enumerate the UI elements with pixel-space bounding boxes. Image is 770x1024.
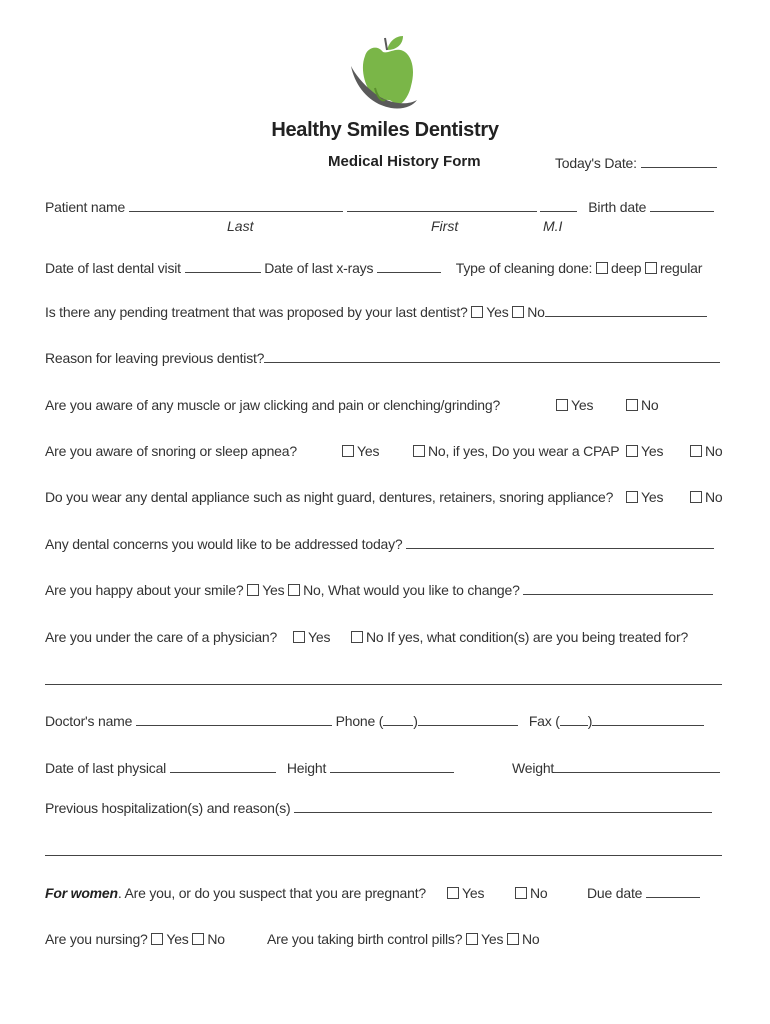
todays-date-label: Today's Date: bbox=[555, 155, 637, 171]
concerns-row bbox=[45, 535, 714, 553]
last-physical-label: Date of last physical bbox=[45, 760, 167, 776]
hospitalization-line-2[interactable] bbox=[45, 855, 722, 856]
pending-row bbox=[45, 303, 707, 321]
pregnant-question: . Are you, or do you suspect that you are pregnant? bbox=[117, 885, 426, 901]
nursing-question: Are you nursing? bbox=[45, 931, 148, 947]
pending-yes-label: Yes bbox=[486, 304, 509, 320]
hospitalization-row bbox=[45, 799, 712, 817]
snoring-no-checkbox[interactable] bbox=[413, 445, 425, 457]
apple-tooth-logo bbox=[347, 30, 423, 112]
last-visit-input[interactable] bbox=[185, 259, 261, 273]
reason-input[interactable] bbox=[264, 349, 720, 363]
pregnant-no-label: No bbox=[530, 885, 548, 901]
patient-name-label: Patient name bbox=[45, 199, 126, 215]
nursing-row bbox=[45, 930, 225, 948]
cpap-yes-checkbox[interactable] bbox=[626, 445, 638, 457]
fax-label: Fax ( bbox=[528, 713, 560, 729]
fax-input[interactable] bbox=[592, 712, 704, 726]
due-date-label: Due date bbox=[587, 885, 643, 901]
snoring-yes-checkbox[interactable] bbox=[342, 445, 354, 457]
physician-condition-line[interactable] bbox=[45, 684, 722, 685]
cpap-no-checkbox[interactable] bbox=[690, 445, 702, 457]
phone-area-input[interactable] bbox=[383, 712, 413, 726]
height-label: Height bbox=[286, 760, 327, 776]
last-caption: Last bbox=[227, 218, 254, 234]
smile-row bbox=[45, 581, 713, 599]
reason-label: Reason for leaving previous dentist? bbox=[45, 350, 265, 366]
pregnant-yes-checkbox[interactable] bbox=[447, 887, 459, 899]
appliance-yes-checkbox[interactable] bbox=[626, 491, 638, 503]
weight-field bbox=[512, 759, 720, 777]
snoring-no-cpap-label: No, if yes, Do you wear a CPAP bbox=[428, 443, 620, 459]
nursing-yes-checkbox[interactable] bbox=[151, 933, 163, 945]
concerns-label: Any dental concerns you would like to be addressed today? bbox=[45, 536, 403, 552]
physician-yes-checkbox[interactable] bbox=[293, 631, 305, 643]
physician-condition-label: No If yes, what condition(s) are you being treated for? bbox=[366, 629, 689, 645]
women-row bbox=[45, 884, 426, 902]
deep-checkbox[interactable] bbox=[596, 262, 608, 274]
doctor-name-input[interactable] bbox=[136, 712, 332, 726]
regular-label: regular bbox=[660, 260, 703, 276]
patient-name-row bbox=[45, 198, 714, 216]
appliance-yes-label: Yes bbox=[641, 489, 664, 505]
birth-control-no-label: No bbox=[521, 931, 540, 947]
birth-date-label: Birth date bbox=[588, 199, 647, 215]
smile-no-checkbox[interactable] bbox=[288, 584, 300, 596]
reason-row bbox=[45, 349, 720, 367]
nursing-no-label: No bbox=[207, 931, 225, 947]
for-women-label: For women bbox=[45, 885, 118, 901]
pending-no-label: No bbox=[527, 304, 545, 320]
snoring-yes-label: Yes bbox=[357, 443, 380, 459]
last-xrays-label: Date of last x-rays bbox=[264, 260, 374, 276]
nursing-no-checkbox[interactable] bbox=[192, 933, 204, 945]
regular-checkbox[interactable] bbox=[645, 262, 657, 274]
due-date-input[interactable] bbox=[646, 884, 700, 898]
pending-details-input[interactable] bbox=[545, 303, 707, 317]
hospitalization-input[interactable] bbox=[294, 799, 712, 813]
first-caption: First bbox=[431, 218, 459, 234]
phone-input[interactable] bbox=[418, 712, 518, 726]
visits-row bbox=[45, 259, 702, 277]
birth-date-input[interactable] bbox=[650, 198, 714, 212]
jaw-no-label: No bbox=[641, 397, 659, 413]
height-input[interactable] bbox=[330, 759, 454, 773]
smile-yes-checkbox[interactable] bbox=[247, 584, 259, 596]
fax-close-paren: ) bbox=[587, 713, 593, 729]
deep-label: deep bbox=[610, 260, 642, 276]
doctor-name-label: Doctor's name bbox=[45, 713, 133, 729]
jaw-question: Are you aware of any muscle or jaw clicking and pain or clenching/grinding? bbox=[45, 397, 501, 413]
middle-initial-input[interactable] bbox=[540, 198, 577, 212]
weight-input[interactable] bbox=[554, 759, 720, 773]
appliance-no-label: No bbox=[705, 489, 723, 505]
smile-yes-label: Yes bbox=[262, 582, 285, 598]
birth-control-row bbox=[267, 930, 539, 948]
todays-date-field[interactable] bbox=[555, 154, 717, 172]
pregnant-yes-label: Yes bbox=[462, 885, 485, 901]
birth-control-yes-label: Yes bbox=[481, 931, 504, 947]
jaw-no-checkbox[interactable] bbox=[626, 399, 638, 411]
first-name-input[interactable] bbox=[347, 198, 537, 212]
physician-no-checkbox[interactable] bbox=[351, 631, 363, 643]
doctor-row bbox=[45, 712, 704, 730]
physical-row bbox=[45, 759, 454, 777]
snoring-question: Are you aware of snoring or sleep apnea? bbox=[45, 443, 297, 459]
concerns-input[interactable] bbox=[406, 535, 714, 549]
phone-close-paren: ) bbox=[413, 713, 418, 729]
mi-caption: M.I bbox=[543, 218, 563, 234]
phone-label: Phone ( bbox=[335, 713, 384, 729]
appliance-no-checkbox[interactable] bbox=[690, 491, 702, 503]
pending-question: Is there any pending treatment that was proposed by your last dentist? bbox=[45, 304, 468, 320]
jaw-yes-checkbox[interactable] bbox=[556, 399, 568, 411]
birth-control-no-checkbox[interactable] bbox=[507, 933, 519, 945]
smile-change-input[interactable] bbox=[523, 581, 713, 595]
smile-change-label: No, What would you like to change? bbox=[303, 582, 520, 598]
hospitalization-label: Previous hospitalization(s) and reason(s) bbox=[45, 800, 291, 816]
last-visit-label: Date of last dental visit bbox=[45, 260, 181, 276]
form-title: Medical History Form bbox=[328, 153, 481, 170]
nursing-yes-label: Yes bbox=[166, 931, 189, 947]
cpap-yes-label: Yes bbox=[641, 443, 664, 459]
pending-no-checkbox[interactable] bbox=[512, 306, 524, 318]
todays-date-input[interactable] bbox=[641, 154, 717, 168]
physician-yes-label: Yes bbox=[308, 629, 331, 645]
fax-area-input[interactable] bbox=[560, 712, 588, 726]
last-physical-input[interactable] bbox=[170, 759, 276, 773]
last-name-input[interactable] bbox=[129, 198, 343, 212]
birth-control-question: Are you taking birth control pills? bbox=[267, 931, 463, 947]
birth-control-yes-checkbox[interactable] bbox=[466, 933, 478, 945]
weight-label: Weight bbox=[512, 760, 555, 776]
pending-yes-checkbox[interactable] bbox=[471, 306, 483, 318]
last-xrays-input[interactable] bbox=[377, 259, 441, 273]
appliance-question: Do you wear any dental appliance such as night guard, dentures, retainers, snoring appliance? bbox=[45, 489, 614, 505]
clinic-title: Healthy Smiles Dentistry bbox=[271, 119, 499, 141]
cpap-no-label: No bbox=[705, 443, 723, 459]
cleaning-label: Type of cleaning done: bbox=[455, 260, 593, 276]
smile-question: Are you happy about your smile? bbox=[45, 582, 244, 598]
pregnant-no-checkbox[interactable] bbox=[515, 887, 527, 899]
physician-question: Are you under the care of a physician? bbox=[45, 629, 278, 645]
jaw-yes-label: Yes bbox=[571, 397, 594, 413]
due-date-field bbox=[587, 884, 700, 902]
